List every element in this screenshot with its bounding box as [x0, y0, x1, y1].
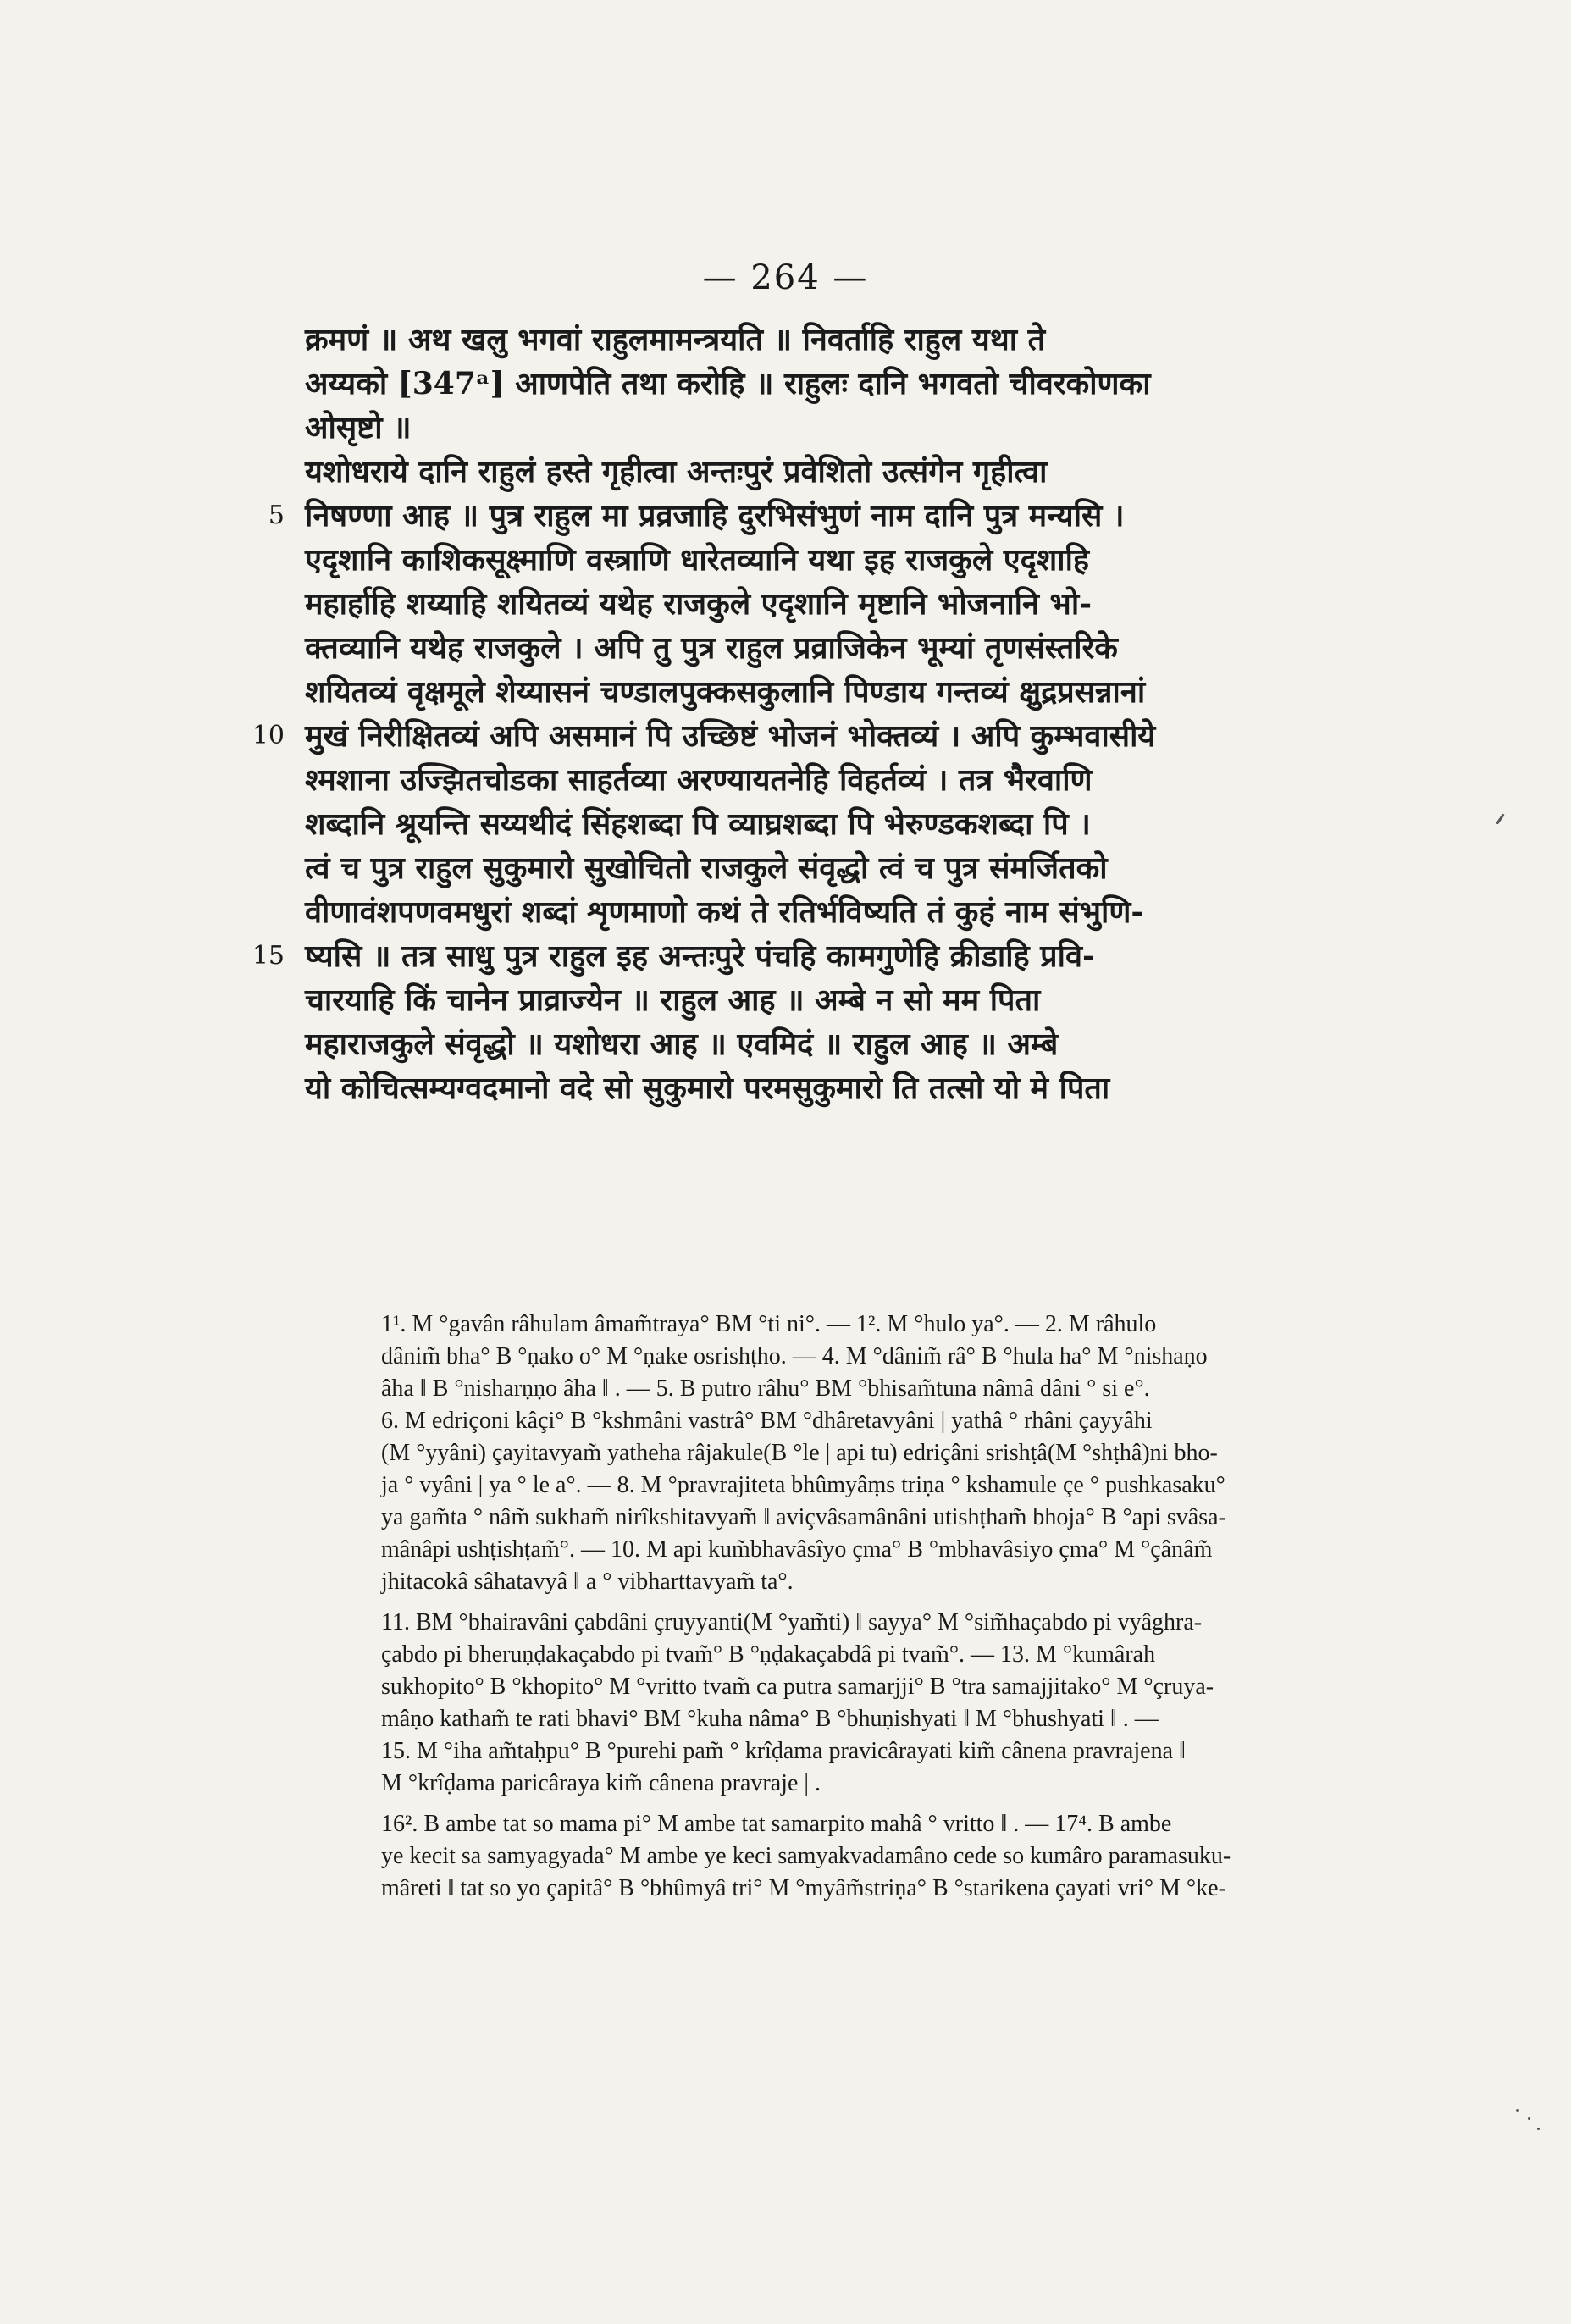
text-line: [252, 934, 1457, 978]
line-text: यो कोचित्सम्यग्वदमानो वदे सो सुकुमारो परमसुकुमारो ति तत्सो यो मे पिता: [305, 1071, 1110, 1106]
note-line: çabdo pi bheruṇḍakaçabdo pi tvam̃° B °ṇḍakaçabdâ pi tvam̃°. — 13. M °kumârah: [381, 1641, 1156, 1668]
line-text: ष्यसि ॥ तत्र साधु पुत्र राहुल इह अन्तःपुरे पंचहि कामगुणेहि क्रीडाहि प्रवि-: [305, 938, 1095, 974]
line-text: क्रमणं ॥ अथ खलु भगवां राहुलमामन्त्रयति ॥ निवर्ताहि राहुल यथा ते: [305, 322, 1046, 357]
line-text: निषण्णा आह ॥ पुत्र राहुल मा प्रव्रजाहि दुरभिसंभुणं नाम दानि पुत्र मन्यसि ।: [305, 498, 1125, 534]
text-line: [305, 978, 1457, 1022]
note-line: 11. BM °bhairavâni çabdâni çruyyanti(M °yam̃ti) ‖ sayya° M °sim̃haçabdo pi vyâghra-: [381, 1609, 1203, 1635]
line-text: ओसृष्टो ॥: [305, 410, 412, 445]
note-line: ye kecit sa samyagyada° M ambe ye keci samyakvadamâno cede so kumâro paramasuku-: [381, 1843, 1231, 1869]
line-text: क्तव्यानि यथेह राजकुले । अपि तु पुत्र राहुल प्रव्राजिकेन भूम्यां तृणसंस्तरिके: [305, 630, 1118, 666]
text-line: [305, 582, 1457, 626]
note-line: 16². B ambe tat so mama pi° M ambe tat samarpito mahâ ° vritto ‖ . — 17⁴. B ambe: [381, 1811, 1172, 1837]
note-line: (M °yyâni) çayitavyam̃ yatheha râjakule(B °le | api tu) edriçâni srishṭâ(M °shṭhâ)ni bho-: [381, 1440, 1218, 1466]
text-line: [268, 494, 1457, 538]
text-line: [305, 758, 1457, 802]
note-line: mâreti ‖ tat so yo çapitâ° B °bhûmyâ tri° M °myâm̃striṇa° B °starikena çayati vri° M °ke-: [381, 1875, 1226, 1901]
main-text: [252, 318, 1457, 1110]
note-line: âha ‖ B °nisharṇṇo âha ‖ . — 5. B putro râhu° BM °bhisam̃tuna nâmâ dâni ° si e°.: [381, 1375, 1150, 1402]
text-line: [305, 1022, 1457, 1066]
line-text: एदृशानि काशिकसूक्ष्माणि वस्त्राणि धारेतव्यानि यथा इह राजकुले एदृशाहि: [305, 542, 1090, 578]
note-gap: [381, 1800, 1440, 1808]
text-line: [252, 714, 1457, 758]
text-line: [305, 626, 1457, 670]
note-line: dânim̃ bha° B °ṇako o° M °ṇake osrishṭho. — 4. M °dânim̃ râ° B °hula ha° M °nishaṇo: [381, 1343, 1208, 1370]
line-number: 10: [252, 721, 285, 750]
scan-speck: [1528, 2117, 1530, 2120]
line-number: 15: [252, 941, 285, 971]
scan-speck: [1516, 2109, 1519, 2112]
note-line: ya gam̃ta ° nâm̃ sukham̃ nirîkshitavyam̃ ‖ aviçvâsamânâni utishṭham̃ bhoja° B °api svâsa-: [381, 1504, 1226, 1530]
line-text: शयितव्यं वृक्षमूले शेय्यासनं चण्डालपुक्कसकुलानि पिण्डाय गन्तव्यं क्षुद्रप्रसन्नानां: [305, 674, 1146, 710]
scan-speck: [1496, 813, 1504, 824]
note-line: mâṇo katham̃ te rati bhavi° BM °kuha nâma° B °bhuṇishyati ‖ M °bhushyati ‖ . —: [381, 1706, 1159, 1732]
line-text: महार्हाहि शय्याहि शयितव्यं यथेह राजकुले एदृशानि मृष्टानि भोजनानि भो-: [305, 586, 1093, 622]
text-line: [305, 406, 1457, 450]
line-number: 5: [268, 501, 285, 530]
text-line: [305, 846, 1457, 890]
text-line: [305, 450, 1457, 494]
line-text: यशोधराये दानि राहुलं हस्ते गृहीत्वा अन्तःपुरं प्रवेशितो उत्संगेन गृहीत्वा: [305, 454, 1048, 490]
line-text: अय्यको [347ᵃ] आणपेति तथा करोहि ॥ राहुलः दानि भगवतो चीवरकोणका: [305, 366, 1151, 401]
line-text: चारयाहि किं चानेन प्राव्राज्येन ॥ राहुल आह ॥ अम्बे न सो मम पिता: [305, 982, 1041, 1018]
text-line: [305, 890, 1457, 934]
text-line: [305, 318, 1457, 362]
line-text: वीणावंशपणवमधुरां शब्दां शृणमाणो कथं ते रतिर्भविष्यति तं कुहं नाम संभुणि-: [305, 894, 1144, 930]
page-number: — 264 —: [702, 258, 869, 297]
note-gap: [381, 1598, 1440, 1607]
note-line: 6. M edriçoni kâçi° B °kshmâni vastrâ° BM °dhâretavyâni | yathâ ° rhâni çayyâhi: [381, 1408, 1153, 1434]
note-line: 1¹. M °gavân râhulam âmam̃traya° BM °ti ni°. — 1². M °hulo ya°. — 2. M râhulo: [381, 1311, 1157, 1337]
text-line: [305, 670, 1457, 714]
note-line: jhitacokâ sâhatavyâ ‖ a ° vibharttavyam̃ ta°.: [381, 1569, 794, 1595]
note-line: ja ° vyâni | ya ° le a°. — 8. M °pravrajiteta bhûmyâṃs triṇa ° kshamule çe ° pushkasaku°: [381, 1472, 1225, 1498]
footnotes: [381, 1309, 1440, 1905]
text-line: [305, 802, 1457, 846]
line-text: त्वं च पुत्र राहुल सुकुमारो सुखोचितो राजकुले संवृद्धो त्वं च पुत्र संमर्जितको: [305, 850, 1108, 886]
note-line: sukhopito° B °khopito° M °vritto tvam̃ ca putra samarjji° B °tra samajjitako° M °çruya-: [381, 1674, 1214, 1700]
text-line: [305, 538, 1457, 582]
note-line: 15. M °iha am̃taḥpu° B °purehi pam̃ ° krîḍama pravicârayati kim̃ cânena pravrajena ‖: [381, 1738, 1186, 1764]
text-line: [305, 1066, 1457, 1110]
line-text: शब्दानि श्रूयन्ति सय्यथीदं सिंहशब्दा पि व्याघ्रशब्दा पि भेरुण्डकशब्दा पि ।: [305, 806, 1091, 842]
note-line: M °krîḍama paricâraya kim̃ cânena pravraje | .: [381, 1770, 821, 1796]
line-text: मुखं निरीक्षितव्यं अपि असमानं पि उच्छिष्टं भोजनं भोक्तव्यं । अपि कुम्भवासीये: [305, 718, 1156, 754]
line-text: श्मशाना उज्झितचोडका साहर्तव्या अरण्यायतनेहि विहर्तव्यं । तत्र भैरवाणि: [305, 762, 1093, 798]
note-line: mânâpi ushṭishṭam̃°. — 10. M api kum̃bhavâsîyo çma° B °mbhavâsiyo çma° M °çânâm̃: [381, 1536, 1213, 1563]
text-line: [305, 362, 1457, 406]
scan-speck: [1537, 2128, 1540, 2130]
line-text: महाराजकुले संवृद्धो ॥ यशोधरा आह ॥ एवमिदं ॥ राहुल आह ॥ अम्बे: [305, 1026, 1059, 1062]
